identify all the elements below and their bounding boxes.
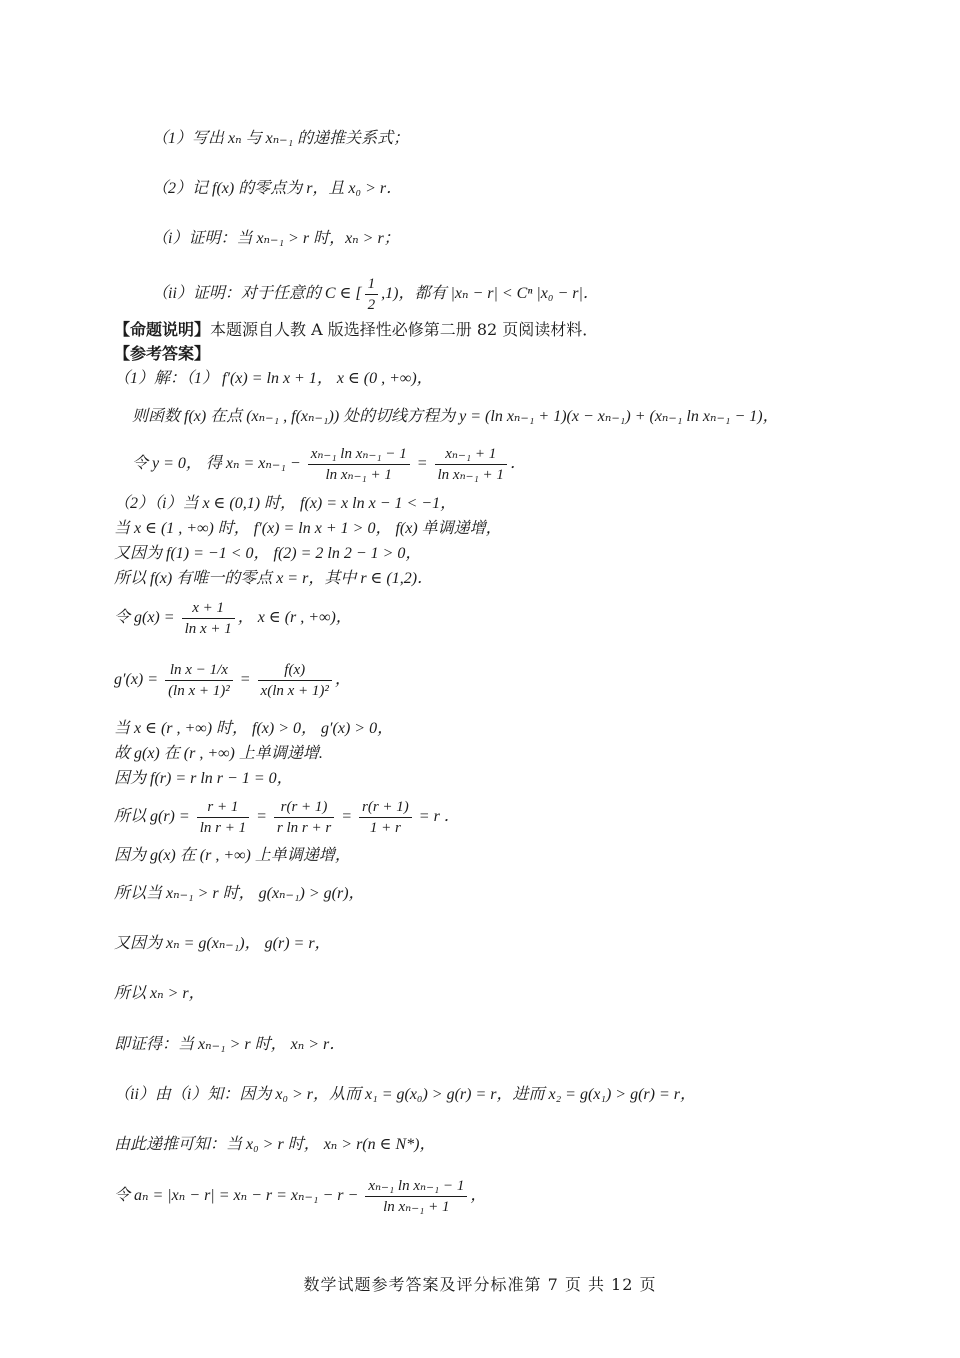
fraction-numerator: xₙ₋₁ ln xₙ₋₁ − 1 [365,1176,467,1197]
g-definition [114,598,352,639]
fraction-a-n [365,1176,467,1217]
solution-2-line-2: 当 x ∈ (1 , +∞) 时， f′(x) = ln x + 1 > 0， f(x) 单调递增， [114,520,502,537]
g-of-r-text: 所以 g(r) = [114,808,190,826]
page-footer: 数学试题参考答案及评分标准第 7 页 共 12 页 [303,1275,657,1294]
solution-1-recurrence [132,444,526,485]
fraction-denominator: ln xₙ₋₁ + 1 [383,1199,450,1215]
solution-2-line-9: 所以当 xₙ₋₁ > r 时， g(xₙ₋₁) > g(r)， [114,885,365,902]
solution-2-line-5: 当 x ∈ (r , +∞) 时， f(x) > 0， g′(x) > 0， [114,720,394,737]
fraction-recurrence-1 [308,444,410,485]
comma-mark: ， [334,671,351,689]
equals-sign: = [239,671,251,689]
fraction-denominator: 2 [367,297,376,313]
fraction-denominator: (ln x + 1)² [168,683,230,699]
fraction-g [182,598,235,639]
comma-mark: ， [470,1187,487,1205]
question-part-2-i: （i）证明：当 xₙ₋₁ > r 时，xₙ > r； [152,230,400,247]
fraction-numerator: 1 [365,274,379,295]
fraction-denominator: 1 + r [369,820,401,836]
solution-2-line-1: （2）（i）当 x ∈ (0,1) 时， f(x) = x ln x − 1 < −1， [114,495,457,512]
fraction-g-derivative-2 [258,660,332,701]
fraction-numerator: x + 1 [182,598,235,619]
fraction-denominator: x(ln x + 1)² [260,683,329,699]
reference-answer-heading: 【参考答案】 [114,344,211,363]
proposition-note [114,319,598,341]
fraction-denominator: ln xₙ₋₁ + 1 [437,467,504,483]
equals-sign: = [416,455,428,473]
fraction-g-r-2 [274,797,334,838]
g-derivative-text: g′(x) = [114,671,159,689]
question-part-2: （2）记 f(x) 的零点为 r，且 x₀ > r． [152,180,403,197]
equals-sign: = [256,808,267,826]
fraction-half [365,274,379,315]
proposition-note-tag: 【命题说明】 [114,320,211,339]
fraction-g-derivative-1 [165,660,233,701]
fraction-g-r-1 [197,797,249,838]
fraction-numerator: xₙ₋₁ ln xₙ₋₁ − 1 [308,444,410,465]
a-n-text: 令 aₙ = |xₙ − r| = xₙ − r = xₙ₋₁ − r − [114,1187,359,1205]
solution-2-line-3: 又因为 f(1) = −1 < 0， f(2) = 2 ln 2 − 1 > 0， [114,545,422,562]
solution-2-conclusion: 即证得：当 xₙ₋₁ > r 时， xₙ > r． [114,1036,346,1053]
question-part-2-ii-text-b: ,1)，都有 |xₙ − r| < Cⁿ |x₀ − r|． [381,285,599,303]
fraction-numerator: r + 1 [197,797,249,818]
fraction-numerator: r(r + 1) [359,797,412,818]
solution-2-ii-line-1: （ii）由（i）知：因为 x₀ > r，从而 x₁ = g(x₀) > g(r) = r，进而 x₂ = g(x₁) > g(r) = r， [114,1086,696,1103]
solution-2-line-10: 又因为 xₙ = g(xₙ₋₁)， g(r) = r， [114,935,331,952]
g-definition-text-b: ， x ∈ (r , +∞)， [237,609,352,627]
fraction-numerator: f(x) [258,660,332,681]
question-part-2-ii [152,274,599,315]
solution-1-tangent-line: 则函数 f(x) 在点 (xₙ₋₁ , f(xₙ₋₁)) 处的切线方程为 y = (ln xₙ₋₁ + 1)(x − xₙ₋₁) + (xₙ₋₁ ln xₙ₋₁ − 1)， [132,408,779,425]
solution-2-ii-line-2: 由此递推可知：当 x₀ > r 时， xₙ > r(n ∈ N*)， [114,1136,436,1153]
period-mark: ． [509,455,526,473]
fraction-denominator: ln xₙ₋₁ + 1 [325,467,392,483]
fraction-denominator: ln x + 1 [184,621,232,637]
fraction-denominator: r ln r + r [276,820,332,836]
recurrence-text: 令 y = 0， 得 xₙ = xₙ₋₁ − [132,455,301,473]
fraction-numerator: r(r + 1) [274,797,334,818]
fraction-denominator: ln r + 1 [199,820,247,836]
equals-sign: = [341,808,352,826]
proposition-note-text: 本题源自人教 A 版选择性必修第二册 82 页阅读材料． [210,320,599,339]
fraction-numerator: ln x − 1/x [165,660,233,681]
equals-r: = r ． [418,808,460,826]
solution-2-line-11: 所以 xₙ > r， [114,985,205,1002]
fraction-g-r-3 [359,797,412,838]
solution-2-line-8: 因为 g(x) 在 (r , +∞) 上单调递增， [114,847,351,864]
solution-2-line-6: 故 g(x) 在 (r , +∞) 上单调递增. [114,745,323,762]
solution-1-derivative: （1）解：（1） f′(x) = ln x + 1， x ∈ (0 , +∞)， [114,370,433,387]
a-n-definition [114,1176,486,1217]
question-part-2-ii-text-a: （ii）证明：对于任意的 C ∈ [ [152,285,362,303]
g-definition-text-a: 令 g(x) = [114,609,175,627]
fraction-numerator: xₙ₋₁ + 1 [435,444,507,465]
solution-2-line-4: 所以 f(x) 有唯一的零点 x = r，其中 r ∈ (1,2)． [114,570,434,587]
fraction-recurrence-2 [435,444,507,485]
g-derivative [114,660,351,701]
g-of-r [114,797,460,838]
question-part-1: （1）写出 xₙ 与 xₙ₋₁ 的递推关系式； [152,130,410,147]
solution-2-line-7: 因为 f(r) = r ln r − 1 = 0， [114,770,293,787]
